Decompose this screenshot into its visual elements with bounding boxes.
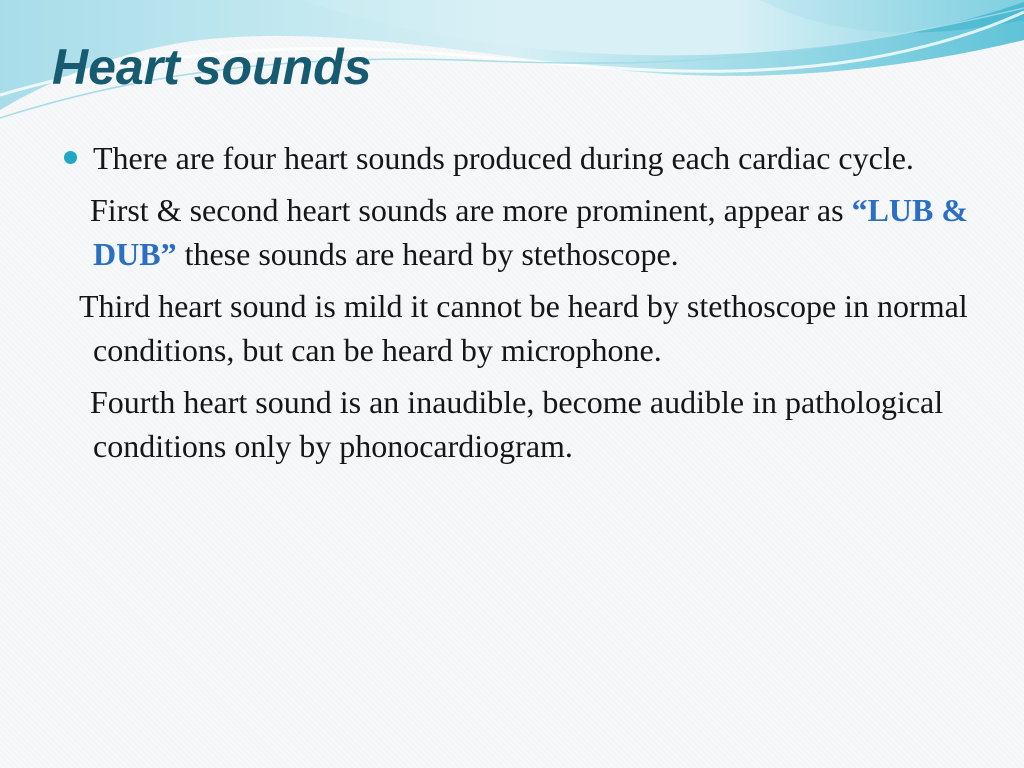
bullet-dot-icon xyxy=(64,151,77,164)
paragraph-text-after: these sounds are heard by stethoscope. xyxy=(176,236,679,272)
slide-content xyxy=(60,136,970,468)
highlight-lub-dub: “LUB & DUB” xyxy=(93,192,969,272)
bullet-item-four-sounds xyxy=(60,136,970,180)
paragraph-third-sound xyxy=(60,284,970,372)
bullet-text: There are four heart sounds produced during each cardiac cycle. xyxy=(93,140,914,176)
paragraph-text-before: First & second heart sounds are more prominent, appear as xyxy=(90,192,852,228)
paragraph-first-second-sounds xyxy=(60,188,970,276)
slide-title: Heart sounds xyxy=(52,39,372,95)
paragraph-text: Fourth heart sound is an inaudible, become audible in pathological conditions only by phonocardiogram. xyxy=(90,384,944,464)
paragraph-text: Third heart sound is mild it cannot be heard by stethoscope in normal conditions, but can be heard by microphone. xyxy=(79,288,968,368)
paragraph-fourth-sound xyxy=(60,380,970,468)
